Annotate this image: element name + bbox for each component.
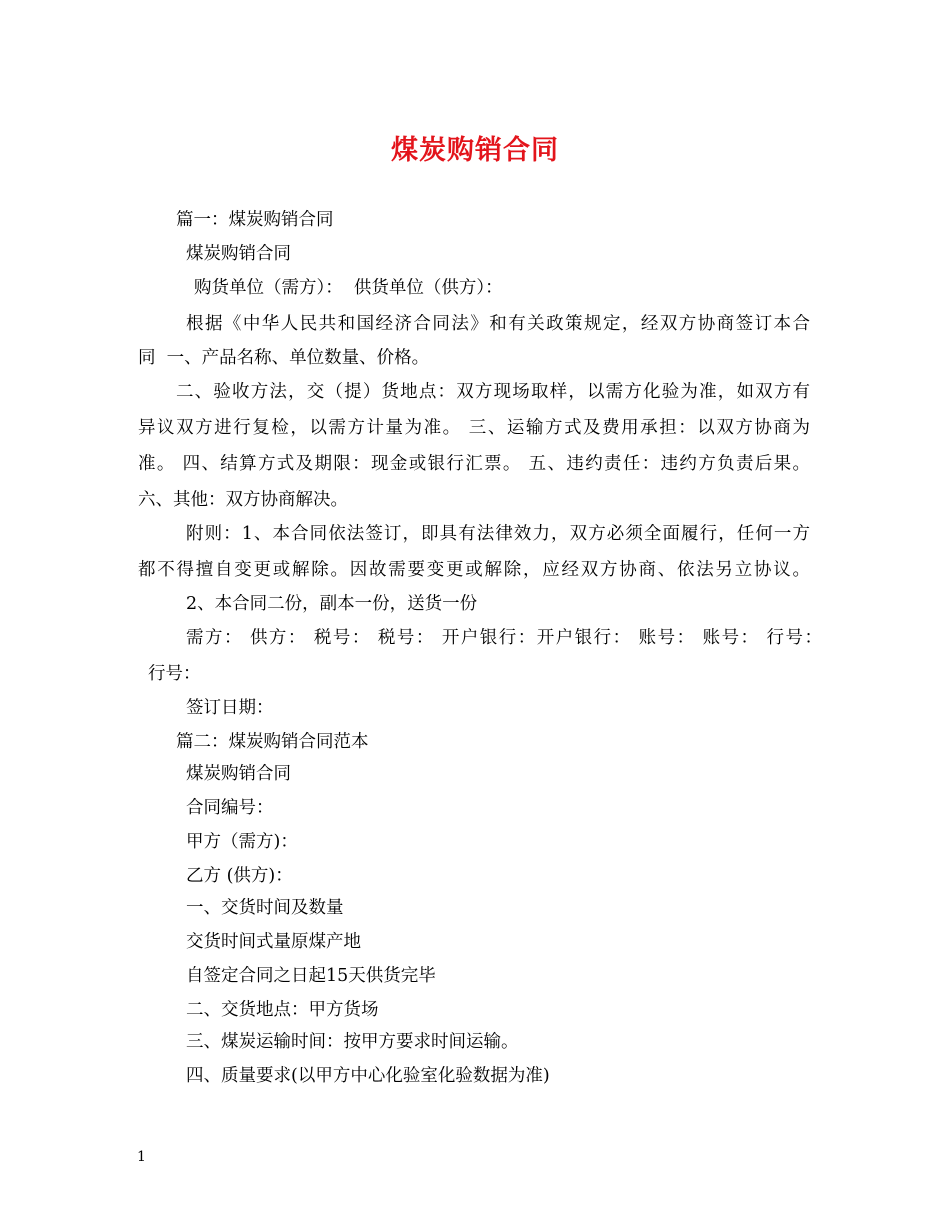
- paragraph-line: 甲方（需方)：: [186, 832, 298, 852]
- paragraph-line: 二、交货地点：甲方货场: [186, 1000, 379, 1020]
- paragraph-line: 篇二：煤炭购销合同范本: [176, 732, 369, 752]
- paragraph-line: 乙方 (供方)：: [186, 866, 293, 886]
- paragraph-line: 合同编号：: [186, 798, 274, 818]
- paragraph-line: 根据《中华人民共和国经济合同法》和有关政策规定，经双方协商签订本合: [186, 314, 810, 334]
- paragraph-line: 同 一、产品名称、单位数量、价格。: [138, 348, 430, 368]
- paragraph-line: 准。 四、结算方式及期限：现金或银行汇票。 五、违约责任：违约方负责后果。: [138, 454, 810, 474]
- paragraph-line: 行号：: [148, 664, 201, 684]
- paragraph-line: 煤炭购销合同: [186, 244, 291, 264]
- paragraph-line: 都不得擅自变更或解除。因故需要变更或解除，应经双方协商、依法另立协议。: [138, 560, 810, 580]
- paragraph-line: 签订日期：: [186, 698, 274, 718]
- paragraph-line: 煤炭购销合同: [186, 764, 291, 784]
- paragraph-line: 需方： 供方： 税号： 税号： 开户银行：开户银行： 账号： 账号： 行号：: [186, 628, 822, 648]
- paragraph-line: 购货单位（需方）： 供货单位（供方）：: [194, 278, 503, 298]
- paragraph-line: 自签定合同之日起15天供货完毕: [186, 966, 436, 986]
- paragraph-line: 一、交货时间及数量: [186, 898, 344, 918]
- document-title: 煤炭购销合同: [391, 135, 559, 166]
- paragraph-line: 二、验收方法，交（提）货地点：双方现场取样，以需方化验为准，如双方有: [176, 382, 810, 402]
- paragraph-line: 篇一：煤炭购销合同: [176, 210, 334, 230]
- paragraph-line: 四、质量要求(以甲方中心化验室化验数据为准): [186, 1066, 550, 1086]
- paragraph-line: 附则：1、本合同依法签订，即具有法律效力，双方必须全面履行，任何一方: [186, 524, 810, 544]
- page-number: 1: [137, 1149, 146, 1165]
- paragraph-line: 2、本合同二份，副本一份，送货一份: [186, 594, 478, 614]
- paragraph-line: 六、其他：双方协商解决。: [138, 490, 348, 510]
- paragraph-line: 异议双方进行复检，以需方计量为准。 三、运输方式及费用承担：以双方协商为: [138, 418, 810, 438]
- paragraph-line: 交货时间式量原煤产地: [186, 932, 361, 952]
- paragraph-line: 三、煤炭运输时间：按甲方要求时间运输。: [186, 1032, 519, 1052]
